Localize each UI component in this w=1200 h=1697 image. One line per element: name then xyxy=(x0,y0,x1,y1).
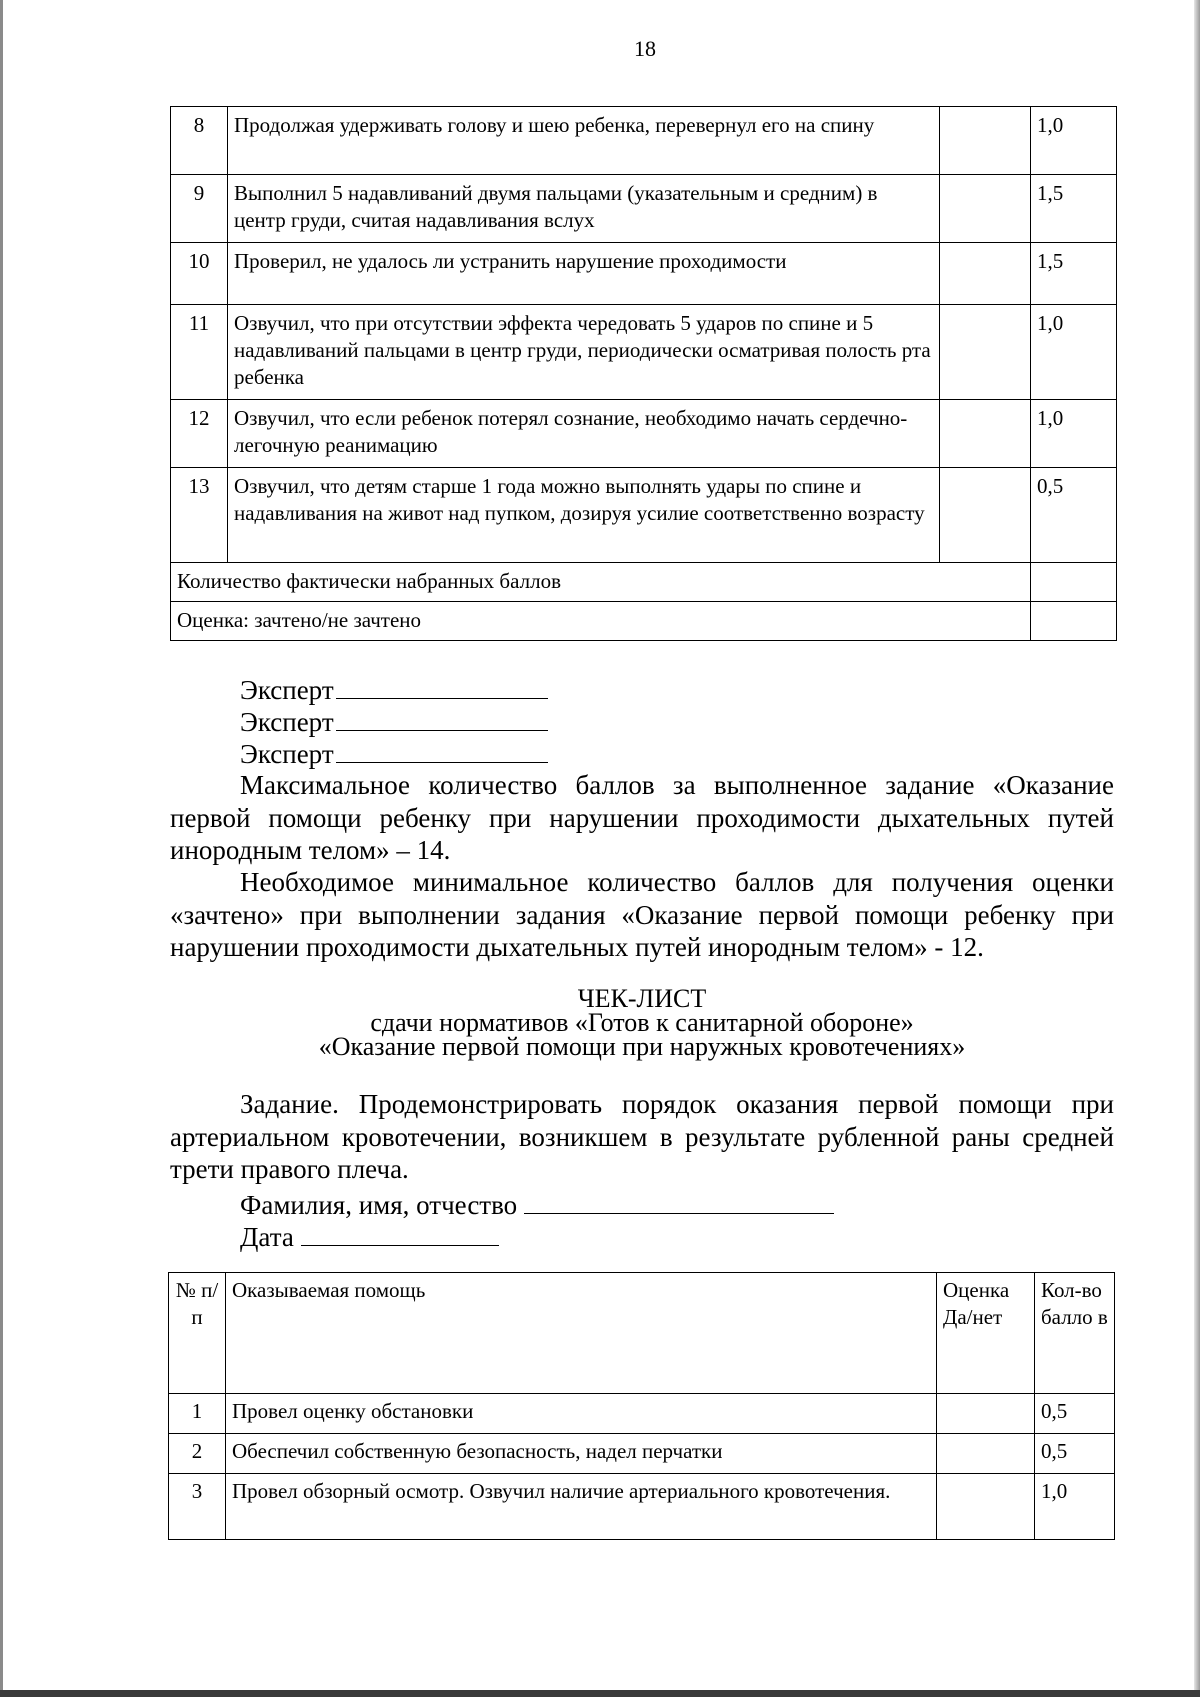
scan-edge-bottom xyxy=(0,1690,1200,1697)
total-label: Количество фактически набранных баллов xyxy=(171,563,1031,602)
row-number: 10 xyxy=(171,243,228,305)
row-text: Провел оценку обстановки xyxy=(226,1394,937,1434)
row-points: 1,0 xyxy=(1031,107,1117,175)
signature-blank xyxy=(336,704,548,731)
expert-signature-line xyxy=(240,672,548,706)
row-text: Провел обзорный осмотр. Озвучил наличие артериального кровотечения. xyxy=(226,1474,937,1540)
expert-signature-line xyxy=(240,704,548,738)
row-number: 1 xyxy=(169,1394,226,1434)
total-row xyxy=(171,563,1117,602)
row-text: Озвучил, что детям старше 1 года можно выполнять удары по спине и надавливания на живот над пупком, дозируя усилие соответственно возрасту xyxy=(228,468,940,563)
header-score: Оценка Да/нет xyxy=(937,1273,1035,1394)
row-text: Озвучил, что при отсутствии эффекта чередовать 5 ударов по спине и 5 надавливаний пальцами в центр груди, периодически осматривая полость рта ребенка xyxy=(228,305,940,400)
row-number: 3 xyxy=(169,1474,226,1540)
table-row xyxy=(171,175,1117,243)
row-score xyxy=(940,243,1031,305)
row-text: Обеспечил собственную безопасность, надел перчатки xyxy=(226,1434,937,1474)
total-value xyxy=(1031,563,1117,602)
expert-signature-line xyxy=(240,736,548,770)
row-points: 1,0 xyxy=(1031,400,1117,468)
row-text: Проверил, не удалось ли устранить нарушение проходимости xyxy=(228,243,940,305)
table-header-row xyxy=(169,1273,1115,1394)
row-points: 0,5 xyxy=(1035,1394,1115,1434)
row-number: 9 xyxy=(171,175,228,243)
expert-label: Эксперт xyxy=(240,739,334,769)
row-score xyxy=(940,468,1031,563)
row-score xyxy=(940,305,1031,400)
grade-value xyxy=(1031,602,1117,641)
name-blank xyxy=(524,1187,834,1214)
table-row xyxy=(171,243,1117,305)
signature-blank xyxy=(336,736,548,763)
row-number: 11 xyxy=(171,305,228,400)
row-score xyxy=(940,175,1031,243)
table-row xyxy=(171,107,1117,175)
date-blank xyxy=(301,1219,499,1246)
date-label: Дата xyxy=(240,1222,294,1252)
signature-blank xyxy=(336,672,548,699)
header-help: Оказываемая помощь xyxy=(226,1273,937,1394)
checklist-subtitle-task: «Оказание первой помощи при наружных кровотечениях» xyxy=(318,1032,966,1061)
row-score xyxy=(940,107,1031,175)
table-row xyxy=(171,305,1117,400)
header-number: № п/п xyxy=(169,1273,226,1394)
row-text: Выполнил 5 надавливаний двумя пальцами (указательным и средним) в центр груди, считая надавливания вслух xyxy=(228,175,940,243)
table-row xyxy=(169,1474,1115,1540)
expert-label: Эксперт xyxy=(240,707,334,737)
grade-row xyxy=(171,602,1117,641)
row-number: 12 xyxy=(171,400,228,468)
scan-edge-left xyxy=(0,0,3,1697)
row-score xyxy=(937,1474,1035,1540)
row-score xyxy=(940,400,1031,468)
row-text: Продолжая удерживать голову и шею ребенка, перевернул его на спину xyxy=(228,107,940,175)
row-score xyxy=(937,1434,1035,1474)
page-number: 18 xyxy=(634,36,656,61)
row-score xyxy=(937,1394,1035,1434)
expert-label: Эксперт xyxy=(240,675,334,705)
row-number: 13 xyxy=(171,468,228,563)
name-label: Фамилия, имя, отчество xyxy=(240,1190,518,1220)
task-paragraph: Задание. Продемонстрировать порядок оказания первой помощи при артериальном кровотечении, возникшем в результате рубленной раны средней трети правого плеча. xyxy=(170,1089,1114,1184)
row-points: 1,0 xyxy=(1031,305,1117,400)
table-row xyxy=(169,1434,1115,1474)
checklist-table-continued xyxy=(170,106,1117,641)
grade-label: Оценка: зачтено/не зачтено xyxy=(171,602,1031,641)
header-points: Кол-во балло в xyxy=(1035,1273,1115,1394)
table-row xyxy=(171,400,1117,468)
checklist-title: ЧЕК-ЛИСТ xyxy=(577,984,707,1013)
name-field xyxy=(240,1187,834,1221)
row-points: 0,5 xyxy=(1031,468,1117,563)
checklist-subtitle: сдачи нормативов «Готов к санитарной обороне» xyxy=(370,1008,914,1037)
row-points: 0,5 xyxy=(1035,1434,1115,1474)
row-number: 8 xyxy=(171,107,228,175)
row-points: 1,5 xyxy=(1031,175,1117,243)
row-points: 1,0 xyxy=(1035,1474,1115,1540)
table-row xyxy=(169,1394,1115,1434)
row-number: 2 xyxy=(169,1434,226,1474)
min-score-paragraph: Необходимое минимальное количество баллов для получения оценки «зачтено» при выполнении задания «Оказание первой помощи ребенку при нарушении проходимости дыхательных путей инородным телом» - 12. xyxy=(170,867,1114,962)
row-points: 1,5 xyxy=(1031,243,1117,305)
table-row xyxy=(171,468,1117,563)
scan-edge-right xyxy=(1194,0,1200,1697)
row-text: Озвучил, что если ребенок потерял сознание, необходимо начать сердечно-легочную реанимацию xyxy=(228,400,940,468)
checklist-table-bleeding xyxy=(168,1272,1115,1540)
max-score-paragraph: Максимальное количество баллов за выполненное задание «Оказание первой помощи ребенку при нарушении проходимости дыхательных путей инородным телом» – 14. xyxy=(170,770,1114,865)
date-field xyxy=(240,1219,499,1253)
